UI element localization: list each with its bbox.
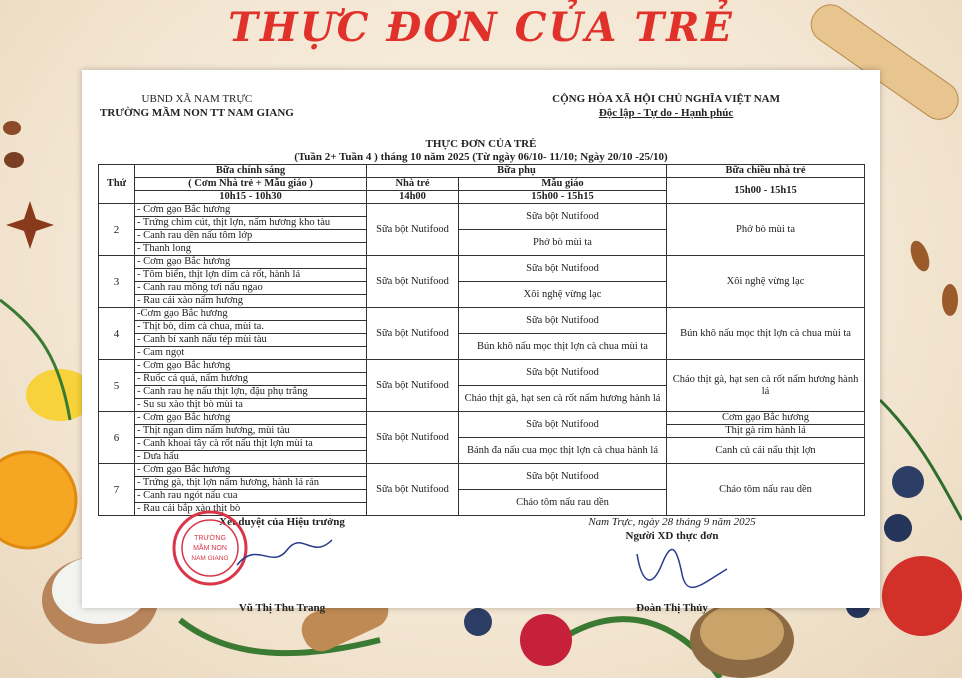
author-name: Đoàn Thị Thủy [636, 602, 708, 614]
kinder-snack-cell-2: Cháo tôm nấu rau dền [459, 490, 667, 516]
nursery-snack-cell: Sữa bột Nutifood [367, 360, 459, 412]
table-row [99, 256, 865, 269]
main-dish-item: - Dưa hấu [135, 451, 367, 464]
main-dish-item: - Cơm gạo Bắc hương [135, 464, 367, 477]
main-dish-item: - Trứng gà, thịt lợn nấm hương, hành lá rán [135, 477, 367, 490]
principal-name: Vũ Thị Thu Trang [238, 602, 326, 614]
header-afternoon-time: 15h00 - 15h15 [667, 178, 865, 204]
svg-text:TRƯỜNG: TRƯỜNG [194, 535, 226, 542]
day-cell: 4 [99, 308, 135, 360]
afternoon-meal-cell: Phở bò mùi ta [667, 204, 865, 256]
header-afternoon: Bữa chiều nhà trẻ [667, 165, 865, 178]
main-dish-item: - Cam ngọt [135, 347, 367, 360]
kinder-snack-cell-1: Sữa bột Nutifood [459, 464, 667, 490]
header-right-line1: CỘNG HÒA XÃ HỘI CHỦ NGHĨA VIỆT NAM [552, 93, 780, 105]
header-left [100, 92, 294, 120]
nursery-snack-cell: Sữa bột Nutifood [367, 256, 459, 308]
afternoon-meal-cell: Thịt gà rim hành lá [667, 425, 865, 438]
main-dish-item: - Tôm biển, thịt lợn dim cà rốt, hành lá [135, 269, 367, 282]
main-dish-item: - Thanh long [135, 243, 367, 256]
header-nursery-time: 14h00 [367, 191, 459, 204]
main-dish-item: - Cơm gạo Bắc hương [135, 412, 367, 425]
menu-table [98, 164, 865, 516]
main-dish-item: - Cơm gạo Bắc hương [135, 204, 367, 217]
day-cell: 5 [99, 360, 135, 412]
main-dish-item: - Rau cải bắp xào thịt bò [135, 503, 367, 516]
kinder-snack-cell-1: Sữa bột Nutifood [459, 360, 667, 386]
afternoon-meal-cell: Cháo tôm nấu rau dền [667, 464, 865, 516]
day-cell: 2 [99, 204, 135, 256]
main-dish-item: - Rau cải xào nấm hương [135, 295, 367, 308]
nursery-snack-cell: Sữa bột Nutifood [367, 204, 459, 256]
menu-table-body [99, 204, 865, 516]
header-main: Bữa chính sáng [135, 165, 367, 178]
signature-date: Nam Trực, ngày 28 tháng 9 năm 2025 [588, 516, 756, 528]
main-dish-item: - Canh rau dền nấu tôm lớp [135, 230, 367, 243]
header-main-time: 10h15 - 10h30 [135, 191, 367, 204]
main-dish-item: - Trứng chim cút, thịt lợn, nấm hương kho tàu [135, 217, 367, 230]
banner-title: THỰC ĐƠN CỦA TRẺ [228, 4, 734, 51]
kinder-snack-cell-1: Sữa bột Nutifood [459, 308, 667, 334]
document-title: THỰC ĐƠN CỦA TRẺ [425, 138, 537, 150]
kinder-snack-cell-1: Sữa bột Nutifood [459, 256, 667, 282]
kinder-snack-cell-2: Xôi nghệ vừng lạc [459, 282, 667, 308]
header-snack: Bữa phụ [367, 165, 667, 178]
table-row [99, 204, 865, 217]
main-dish-item: - Canh bí xanh nấu tép mùi tàu [135, 334, 367, 347]
kinder-snack-cell-2: Cháo thịt gà, hạt sen cà rốt nấm hương hành lá [459, 386, 667, 412]
day-cell: 7 [99, 464, 135, 516]
header-nursery: Nhà trẻ [367, 178, 459, 191]
kinder-snack-cell-1: Sữa bột Nutifood [459, 412, 667, 438]
afternoon-meal-cell: Canh củ cải nấu thịt lợn [667, 438, 865, 464]
nursery-snack-cell: Sữa bột Nutifood [367, 308, 459, 360]
kinder-snack-cell-2: Bún khô nấu mọc thịt lợn cà chua mùi ta [459, 334, 667, 360]
header-kinder-time: 15h00 - 15h15 [459, 191, 667, 204]
svg-text:MẦM NON: MẦM NON [193, 545, 227, 552]
main-dish-item: - Thịt bò, dim cà chua, mùi ta. [135, 321, 367, 334]
main-dish-item: - Canh khoai tây cà rốt nấu thịt lợn mùi ta [135, 438, 367, 451]
header-left-line1: UBND XÃ NAM TRỰC [141, 93, 253, 105]
kinder-snack-cell-2: Bánh đa nấu cua mọc thịt lợn cà chua hành lá [459, 438, 667, 464]
table-row [99, 438, 865, 451]
document-subtitle: (Tuần 2+ Tuần 4 ) tháng 10 năm 2025 (Từ ngày 06/10- 11/10; Ngày 20/10 -25/10) [294, 151, 668, 163]
main-dish-item: - Cơm gạo Bắc hương [135, 256, 367, 269]
principal-signature [232, 530, 342, 580]
nursery-snack-cell: Sữa bột Nutifood [367, 464, 459, 516]
table-row [99, 308, 865, 321]
table-row [99, 464, 865, 477]
kinder-snack-cell-1: Sữa bột Nutifood [459, 204, 667, 230]
afternoon-meal-cell: Cơm gạo Bắc hương [667, 412, 865, 425]
table-row [99, 360, 865, 373]
main-dish-item: - Cơm gạo Bắc hương [135, 360, 367, 373]
main-dish-item: -Cơm gạo Bắc hương [135, 308, 367, 321]
header-right-line2: Độc lập - Tự do - Hạnh phúc [598, 107, 734, 119]
header-day: Thứ [99, 165, 135, 204]
main-dish-item: - Canh rau hẹ nấu thịt lợn, đậu phụ trắng [135, 386, 367, 399]
day-cell: 6 [99, 412, 135, 464]
main-dish-item: - Canh rau mồng tơi nấu ngao [135, 282, 367, 295]
nursery-snack-cell: Sữa bột Nutifood [367, 412, 459, 464]
afternoon-meal-cell: Bún khô nấu mọc thịt lợn cà chua mùi ta [667, 308, 865, 360]
menu-document [82, 70, 880, 614]
header-right [552, 92, 780, 120]
svg-text:NAM GIANG: NAM GIANG [191, 555, 229, 562]
header-left-line2: TRƯỜNG MẦM NON TT NAM GIANG [100, 107, 294, 119]
header-kinder: Mẫu giáo [459, 178, 667, 191]
approval-label: Xét duyệt của Hiệu trưởng [219, 516, 345, 528]
author-label: Người XD thực đơn [625, 530, 719, 542]
day-cell: 3 [99, 256, 135, 308]
header-main-sub: ( Cơm Nhà trẻ + Mẫu giáo ) [135, 178, 367, 191]
afternoon-meal-cell: Xôi nghệ vừng lạc [667, 256, 865, 308]
kinder-snack-cell-2: Phở bò mùi ta [459, 230, 667, 256]
table-row [99, 412, 865, 425]
main-dish-item: - Ruốc cá quả, nấm hương [135, 373, 367, 386]
afternoon-meal-cell: Cháo thịt gà, hạt sen cà rốt nấm hương hành lá [667, 360, 865, 412]
main-dish-item: - Canh rau ngót nấu cua [135, 490, 367, 503]
main-dish-item: - Thịt ngan dim nấm hương, mùi tàu [135, 425, 367, 438]
author-signature [632, 544, 732, 594]
main-dish-item: - Su su xào thịt bò mùi ta [135, 399, 367, 412]
